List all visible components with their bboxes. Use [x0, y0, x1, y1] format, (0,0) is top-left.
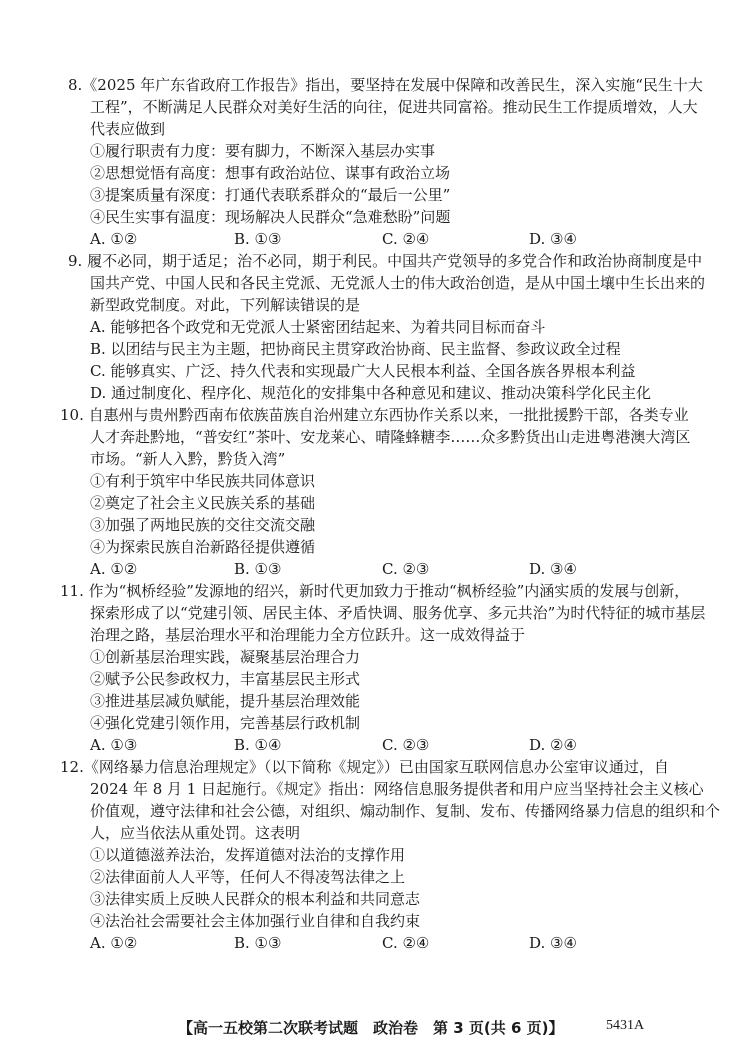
question-10 — [60, 404, 705, 580]
question-12-option-4: ④法治社会需要社会主体加强行业自律和自我约束 — [90, 912, 421, 930]
choice-a[interactable]: A. ①② — [90, 230, 138, 248]
question-9-choice-a[interactable]: A. 能够把各个政党和无党派人士紧密团结起来、为着共同目标而奋斗 — [90, 318, 546, 336]
question-11 — [60, 580, 706, 756]
choice-d[interactable]: D. ③④ — [529, 230, 577, 248]
question-12-option-1: ①以道德滋养法治，发挥道德对法治的支撑作用 — [90, 846, 406, 864]
question-12-stem-line-2: 2024 年 8 月 1 日起施行。《规定》指出：网络信息服务提供者和用户应当坚持社会主义核心 — [90, 780, 704, 798]
question-9-stem-line-3: 新型政党制度。对此，下列解读错误的是 — [90, 296, 361, 314]
question-12-option-3: ③法律实质上反映人民群众的根本利益和共同意志 — [90, 890, 421, 908]
choice-a[interactable]: A. ①③ — [90, 736, 138, 754]
exam-code: 5431A — [606, 1018, 645, 1033]
choice-b[interactable]: B. ①③ — [234, 934, 282, 952]
question-12-choices — [90, 932, 705, 954]
choice-d[interactable]: D. ③④ — [529, 560, 577, 578]
choice-c[interactable]: C. ②③ — [382, 736, 430, 754]
question-12 — [60, 756, 721, 954]
question-10-stem-line-1: 10. 自惠州与贵州黔西南布依族苗族自治州建立东西协作关系以来，一批批援黔干部，各类专业 — [60, 406, 689, 424]
question-10-stem-line-3: 市场。“新人入黔，黔货入湾” — [90, 450, 286, 468]
question-9-choice-d[interactable]: D. 通过制度化、程序化、规范化的安排集中各种意见和建议、推动决策科学化民主化 — [90, 384, 652, 402]
question-11-stem-line-2: 探索形成了以“党建引领、居民主体、矛盾快调、服务优享、多元共治”为时代特征的城市基层 — [90, 604, 706, 622]
question-8-stem-line-1: 8.《2025 年广东省政府工作报告》指出，要坚持在发展中保障和改善民生，深入实施“民生十大 — [68, 76, 703, 94]
question-10-stem-line-2: 人才奔赴黔地，“普安红”茶叶、安龙莱心、晴隆蜂糖李……众多黔货出山走进粤港澳大湾区 — [90, 428, 691, 446]
question-8-option-3: ③提案质量有深度：打通代表联系群众的“最后一公里” — [90, 186, 451, 204]
question-8-stem-line-2: 工程”，不断满足人民群众对美好生活的向往，促进共同富裕。推动民生工作提质增效，人大 — [90, 98, 698, 116]
page-footer: 【高一五校第二次联考试题 政治卷 第 3 页(共 6 页)】 — [178, 1019, 564, 1037]
choice-d[interactable]: D. ②④ — [529, 736, 577, 754]
question-11-option-1: ①创新基层治理实践，凝聚基层治理合力 — [90, 648, 361, 666]
question-9-choice-b[interactable]: B. 以团结与民主为主题，把协商民主贯穿政治协商、民主监督、参政议政全过程 — [90, 340, 621, 358]
question-10-option-4: ④为探索民族自治新路径提供遵循 — [90, 538, 316, 556]
question-10-option-2: ②奠定了社会主义民族关系的基础 — [90, 494, 316, 512]
choice-a[interactable]: A. ①② — [90, 934, 138, 952]
choice-b[interactable]: B. ①③ — [234, 230, 282, 248]
question-9-stem-line-2: 国共产党、中国人民和各民主党派、无党派人士的伟大政治创造，是从中国土壤中生长出来的 — [90, 274, 706, 292]
question-9-choice-c[interactable]: C. 能够真实、广泛、持久代表和实现最广大人民根本利益、全国各族各界根本利益 — [90, 362, 636, 380]
question-10-choices — [90, 558, 705, 580]
question-12-option-2: ②法律面前人人平等，任何人不得凌驾法律之上 — [90, 868, 406, 886]
question-12-stem-line-3: 价值观，遵守法律和社会公德，对组织、煽动制作、复制、发布、传播网络暴力信息的组织和个 — [90, 802, 721, 820]
question-9 — [68, 250, 706, 404]
question-11-choices — [90, 734, 705, 756]
question-10-option-3: ③加强了两地民族的交往交流交融 — [90, 516, 316, 534]
question-8 — [68, 74, 705, 250]
question-8-choices — [90, 228, 705, 250]
choice-a[interactable]: A. ①② — [90, 560, 138, 578]
question-11-stem-line-1: 11. 作为“枫桥经验”发源地的绍兴，新时代更加致力于推动“枫桥经验”内涵实质的发展与创新， — [60, 582, 690, 600]
question-list — [60, 74, 721, 954]
question-12-stem-line-1: 12.《网络暴力信息治理规定》（以下简称《规定》）已由国家互联网信息办公室审议通过，自 — [60, 758, 669, 776]
choice-c[interactable]: C. ②③ — [382, 560, 430, 578]
choice-b[interactable]: B. ①③ — [234, 560, 282, 578]
question-11-option-3: ③推进基层减负赋能，提升基层治理效能 — [90, 692, 361, 710]
question-11-option-2: ②赋予公民参政权力，丰富基层民主形式 — [90, 670, 361, 688]
question-8-stem-line-3: 代表应做到 — [90, 120, 166, 138]
question-8-option-4: ④民生实事有温度：现场解决人民群众“急难愁盼”问题 — [90, 208, 451, 226]
question-11-stem-line-3: 治理之路，基层治理水平和治理能力全方位跃升。这一成效得益于 — [90, 626, 526, 644]
question-9-stem-line-1: 9. 履不必同，期于适足；治不必同，期于利民。中国共产党领导的多党合作和政治协商制度是中 — [68, 252, 703, 270]
question-10-option-1: ①有利于筑牢中华民族共同体意识 — [90, 472, 316, 490]
choice-c[interactable]: C. ②④ — [382, 934, 430, 952]
question-8-option-1: ①履行职责有力度：要有脚力，不断深入基层办实事 — [90, 142, 436, 160]
question-8-option-2: ②思想觉悟有高度：想事有政治站位、谋事有政治立场 — [90, 164, 451, 182]
choice-b[interactable]: B. ①④ — [234, 736, 282, 754]
question-12-stem-line-4: 人，应当依法从重处罚。这表明 — [90, 824, 301, 842]
choice-d[interactable]: D. ③④ — [529, 934, 577, 952]
question-11-option-4: ④强化党建引领作用，完善基层行政机制 — [90, 714, 361, 732]
choice-c[interactable]: C. ②④ — [382, 230, 430, 248]
